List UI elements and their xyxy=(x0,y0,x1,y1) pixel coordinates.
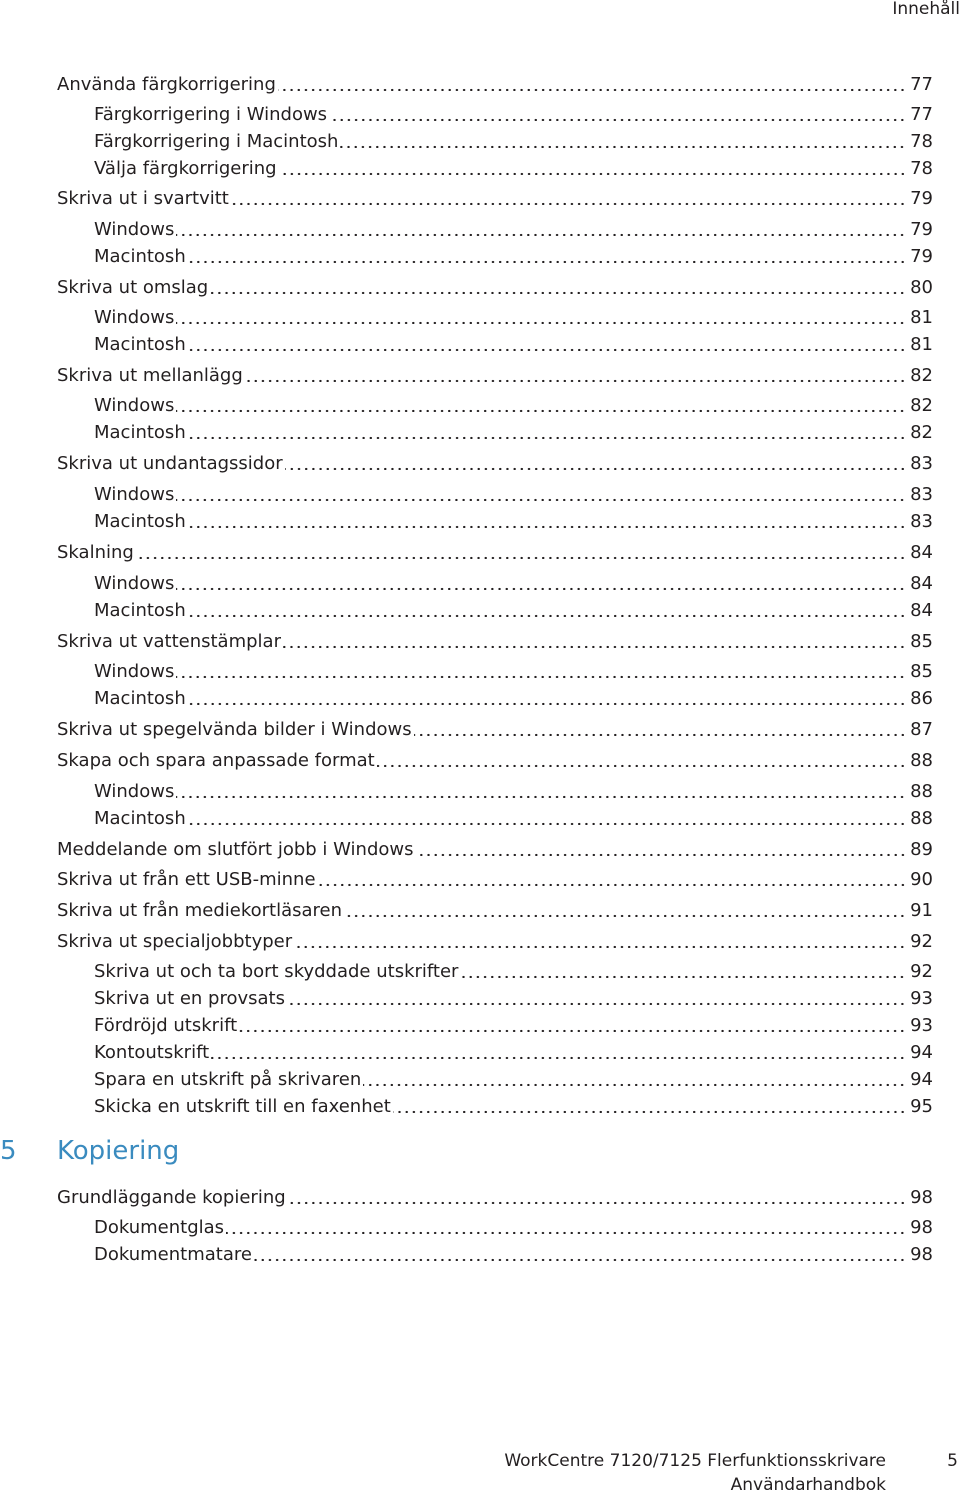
toc-entry[interactable] xyxy=(57,748,933,773)
toc-entry[interactable] xyxy=(94,217,933,242)
toc-entry-page: 84 xyxy=(910,542,933,563)
footer-product-name: WorkCentre 7120/7125 Flerfunktionsskrivare xyxy=(504,1451,886,1471)
toc-entry-page: 85 xyxy=(910,631,933,652)
toc-entry-title: Skalning xyxy=(57,542,134,563)
toc-entry[interactable] xyxy=(94,332,933,357)
toc-entry-page: 78 xyxy=(910,131,933,152)
dot-leader xyxy=(460,960,906,978)
toc-entry-page: 88 xyxy=(910,808,933,829)
toc-entry[interactable] xyxy=(94,156,933,181)
toc-entry-title: Macintosh xyxy=(94,600,186,621)
toc-entry[interactable] xyxy=(94,1094,933,1119)
toc-entry-title: Färgkorrigering i Windows xyxy=(94,104,328,125)
toc-entry-title: Windows xyxy=(94,307,175,328)
toc-entry[interactable] xyxy=(94,129,933,154)
toc-entry[interactable] xyxy=(57,451,933,476)
dot-leader xyxy=(176,660,906,678)
toc-entry-page: 94 xyxy=(910,1042,933,1063)
dot-leader xyxy=(340,130,906,148)
toc-entry-title: Macintosh xyxy=(94,334,186,355)
toc-entry-page: 91 xyxy=(910,900,933,921)
toc-entry[interactable] xyxy=(57,898,933,923)
toc-entry-page: 86 xyxy=(910,688,933,709)
toc-entry-title: Skriva ut mellanlägg xyxy=(57,365,243,386)
toc-entry-title: Kontoutskrift xyxy=(94,1042,210,1063)
toc-entry-page: 90 xyxy=(910,869,933,890)
dot-leader xyxy=(283,630,906,648)
toc-entry-page: 92 xyxy=(910,961,933,982)
dot-leader xyxy=(176,572,906,590)
chapter-title: Kopiering xyxy=(57,1136,180,1166)
chapter-number: 5 xyxy=(0,1136,17,1166)
toc-entry[interactable] xyxy=(57,275,933,300)
toc-entry[interactable] xyxy=(57,1185,933,1210)
toc-entry-page: 85 xyxy=(910,661,933,682)
toc-entry-page: 83 xyxy=(910,484,933,505)
toc-entry[interactable] xyxy=(94,806,933,831)
toc-entry-page: 79 xyxy=(910,219,933,240)
toc-entry-title: Macintosh xyxy=(94,808,186,829)
dot-leader xyxy=(414,718,906,736)
toc-entry[interactable] xyxy=(94,1040,933,1065)
toc-entry[interactable] xyxy=(57,929,933,954)
toc-entry-title: Macintosh xyxy=(94,688,186,709)
dot-leader xyxy=(416,838,907,856)
toc-entry[interactable] xyxy=(94,482,933,507)
page-footer xyxy=(0,1450,960,1494)
toc-entry-title: Skriva ut från mediekortläsaren xyxy=(57,900,343,921)
toc-entry-page: 81 xyxy=(910,334,933,355)
dot-leader xyxy=(329,103,906,121)
toc-entry[interactable] xyxy=(94,1242,933,1267)
dot-leader xyxy=(344,899,906,917)
toc-entry-page: 79 xyxy=(910,188,933,209)
dot-leader xyxy=(136,541,906,559)
toc-entry[interactable] xyxy=(94,686,933,711)
toc-entry[interactable] xyxy=(57,629,933,654)
toc-entry-page: 82 xyxy=(910,422,933,443)
dot-leader xyxy=(176,218,906,236)
toc-entry[interactable] xyxy=(94,598,933,623)
toc-entry[interactable] xyxy=(94,305,933,330)
footer-page-number: 5 xyxy=(947,1451,958,1471)
toc-entry-page: 83 xyxy=(910,511,933,532)
toc-entry-page: 79 xyxy=(910,246,933,267)
toc-entry-page: 77 xyxy=(910,104,933,125)
dot-leader xyxy=(188,333,906,351)
toc-entry[interactable] xyxy=(57,72,933,97)
toc-entry-page: 98 xyxy=(910,1187,933,1208)
toc-entry-title: Skicka en utskrift till en faxenhet xyxy=(94,1096,391,1117)
dot-leader xyxy=(176,306,906,324)
dot-leader xyxy=(211,1041,906,1059)
toc-entry-page: 83 xyxy=(910,453,933,474)
dot-leader xyxy=(377,749,906,767)
dot-leader xyxy=(188,807,906,825)
toc-entry[interactable] xyxy=(94,659,933,684)
dot-leader xyxy=(279,157,906,175)
toc-entry[interactable] xyxy=(94,244,933,269)
dot-leader xyxy=(288,1186,906,1204)
running-header xyxy=(0,0,960,28)
toc-entry[interactable] xyxy=(94,509,933,534)
toc-entry-title: Spara en utskrift på skrivaren xyxy=(94,1069,362,1090)
toc-entry-page: 98 xyxy=(910,1244,933,1265)
toc-entry[interactable] xyxy=(57,867,933,892)
dot-leader xyxy=(188,245,906,263)
toc-entry-page: 92 xyxy=(910,931,933,952)
toc-entry-title: Windows xyxy=(94,661,175,682)
toc-entry-title: Windows xyxy=(94,573,175,594)
toc-entry[interactable] xyxy=(57,837,933,862)
dot-leader xyxy=(393,1095,906,1113)
toc-entry-title: Grundläggande kopiering xyxy=(57,1187,286,1208)
toc-entry-title: Windows xyxy=(94,395,175,416)
dot-leader xyxy=(278,73,906,91)
toc-entry-page: 81 xyxy=(910,307,933,328)
dot-leader xyxy=(210,276,906,294)
toc-entry-page: 93 xyxy=(910,1015,933,1036)
dot-leader xyxy=(188,687,906,705)
dot-leader xyxy=(318,868,906,886)
toc-entry-title: Skapa och spara anpassade format xyxy=(57,750,375,771)
toc-entry-title: Använda färgkorrigering xyxy=(57,74,276,95)
footer-guide-name: Användarhandbok xyxy=(730,1475,886,1495)
dot-leader xyxy=(231,187,906,205)
toc-entry-page: 88 xyxy=(910,750,933,771)
toc-entry-title: Macintosh xyxy=(94,422,186,443)
toc-entry[interactable] xyxy=(94,779,933,804)
toc-entry-page: 84 xyxy=(910,600,933,621)
toc-entry-title: Skriva ut omslag xyxy=(57,277,209,298)
toc-entry[interactable] xyxy=(94,986,933,1011)
toc-entry-page: 84 xyxy=(910,573,933,594)
toc-entry[interactable] xyxy=(94,1067,933,1092)
dot-leader xyxy=(188,599,906,617)
toc-entry-page: 88 xyxy=(910,781,933,802)
toc-entry-page: 89 xyxy=(910,839,933,860)
toc-entry[interactable] xyxy=(57,186,933,211)
toc-entry-page: 82 xyxy=(910,395,933,416)
toc-entry-page: 93 xyxy=(910,988,933,1009)
dot-leader xyxy=(226,1216,906,1234)
dot-leader xyxy=(285,452,906,470)
toc-entry[interactable] xyxy=(94,420,933,445)
toc-entry-page: 87 xyxy=(910,719,933,740)
toc-entry[interactable] xyxy=(94,571,933,596)
toc-entry-title: Dokumentmatare xyxy=(94,1244,252,1265)
toc-entry-title: Skriva ut vattenstämplar xyxy=(57,631,281,652)
dot-leader xyxy=(363,1068,906,1086)
toc-entry-page: 95 xyxy=(910,1096,933,1117)
toc-entry-title: Skriva ut undantagssidor xyxy=(57,453,283,474)
toc-entry-page: 98 xyxy=(910,1217,933,1238)
toc-entry-title: Skriva ut från ett USB-minne xyxy=(57,869,316,890)
toc-entry-title: Meddelande om slutfört jobb i Windows xyxy=(57,839,414,860)
toc-entry-page: 78 xyxy=(910,158,933,179)
chapter-heading xyxy=(0,1134,960,1168)
toc-entry-title: Färgkorrigering i Macintosh xyxy=(94,131,339,152)
toc-entry[interactable] xyxy=(94,1215,933,1240)
toc-entry-title: Skriva ut spegelvända bilder i Windows xyxy=(57,719,412,740)
dot-leader xyxy=(254,1243,906,1261)
toc-entry-title: Skriva ut specialjobbtyper xyxy=(57,931,293,952)
toc-entry-page: 80 xyxy=(910,277,933,298)
dot-leader xyxy=(239,1014,906,1032)
toc-entry[interactable] xyxy=(94,1013,933,1038)
toc-entry-page: 77 xyxy=(910,74,933,95)
dot-leader xyxy=(188,421,906,439)
dot-leader xyxy=(188,510,906,528)
toc-entry-title: Skriva ut i svartvitt xyxy=(57,188,229,209)
dot-leader xyxy=(176,780,906,798)
toc-entry-title: Macintosh xyxy=(94,246,186,267)
dot-leader xyxy=(176,394,906,412)
toc-entry[interactable] xyxy=(94,959,933,984)
toc-entry-title: Windows xyxy=(94,781,175,802)
toc-entry-title: Windows xyxy=(94,219,175,240)
toc-entry-title: Skriva ut och ta bort skyddade utskrifter xyxy=(94,961,459,982)
toc-entry-page: 94 xyxy=(910,1069,933,1090)
dot-leader xyxy=(245,364,906,382)
toc-entry-page: 82 xyxy=(910,365,933,386)
toc-entry-title: Fördröjd utskrift xyxy=(94,1015,238,1036)
toc-entry[interactable] xyxy=(94,393,933,418)
dot-leader xyxy=(287,987,906,1005)
toc-entry[interactable] xyxy=(57,717,933,742)
toc-entry[interactable] xyxy=(94,102,933,127)
toc-entry-title: Macintosh xyxy=(94,511,186,532)
dot-leader xyxy=(294,930,906,948)
toc-entry[interactable] xyxy=(57,540,933,565)
dot-leader xyxy=(176,483,906,501)
header-section-title: Innehåll xyxy=(892,0,960,19)
toc-entry[interactable] xyxy=(57,363,933,388)
toc-entry-title: Skriva ut en provsats xyxy=(94,988,285,1009)
toc-entry-title: Windows xyxy=(94,484,175,505)
toc-entry-title: Välja färgkorrigering xyxy=(94,158,277,179)
toc-entry-title: Dokumentglas xyxy=(94,1217,225,1238)
